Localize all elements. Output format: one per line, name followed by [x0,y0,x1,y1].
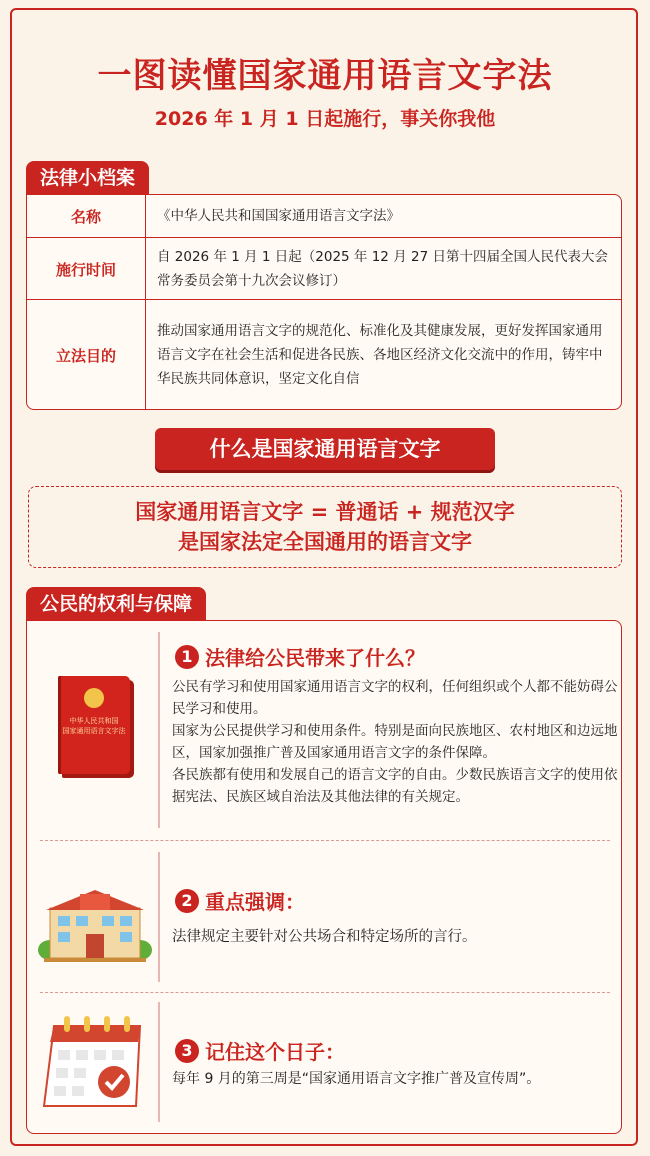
definition-statement: 是国家法定全国通用的语言文字 [178,530,472,554]
section-divider [40,992,610,993]
what-is-banner: 什么是国家通用语言文字 [155,428,495,470]
profile-key: 名称 [27,195,146,237]
item-number-badge: 1 [175,645,199,669]
item-heading [175,642,425,671]
item-number-badge: 3 [175,1039,199,1063]
item-heading [175,1036,345,1065]
page-subtitle: 2026 年 1 月 1 日起施行，事关你我他 [154,108,496,130]
profile-key: 立法目的 [27,300,146,410]
rights-section-label: 公民的权利与保障 [26,587,206,621]
item-heading-text: 重点强调： [205,890,305,914]
profile-row-purpose [27,299,621,410]
item-paragraph: 法律规定主要针对公共场合和特定场所的言行。 [172,929,477,945]
section-divider [40,840,610,841]
book-icon [58,676,130,774]
profile-key: 施行时间 [27,238,146,300]
item-separator-line [158,632,160,828]
item-body [172,676,620,808]
item-separator-line [158,1002,160,1122]
item-body [172,926,620,948]
item-paragraph: 国家为公民提供学习和使用条件。特别是面向民族地区、农村地区和边远地区，国家加强推广普及国家通用语言文字的条件保障。 [172,723,618,761]
page-title: 一图读懂国家通用语言文字法 [97,56,553,96]
national-emblem-icon [84,688,104,708]
item-number-badge: 2 [175,889,199,913]
item-paragraph: 每年 9 月的第三周是“国家通用语言文字推广普及宣传周”。 [172,1071,541,1087]
profile-value: 《中华人民共和国国家通用语言文字法》 [157,208,400,224]
item-separator-line [158,852,160,982]
profile-value: 推动国家通用语言文字的规范化、标准化及其健康发展，更好发挥国家通用语言文字在社会生活和促进各民族、各地区经济文化交流中的作用，铸牢中华民族共同体意识，坚定文化自信 [157,323,603,387]
profile-section-label: 法律小档案 [26,161,149,195]
calendar-icon [40,1012,152,1112]
item-paragraph: 各民族都有使用和发展自己的语言文字的自由。少数民族语言文字的使用依据宪法、民族区域自治法及其他法律的有关规定。 [172,767,618,805]
profile-row-name [27,195,621,237]
item-heading-text: 法律给公民带来了什么？ [205,646,425,670]
profile-table [26,194,622,410]
profile-row-effective-date [27,237,621,300]
profile-value: 自 2026 年 1 月 1 日起（2025 年 12 月 27 日第十四届全国人民代表大会常务委员会第十九次会议修订） [157,249,608,289]
building-icon [36,880,154,962]
item-heading [175,886,305,915]
item-body [172,1068,620,1090]
definition-formula: 国家通用语言文字 = 普通话 + 规范汉字 [135,500,515,524]
item-heading-text: 记住这个日子： [205,1040,345,1064]
item-paragraph: 公民有学习和使用国家通用语言文字的权利，任何组织或个人都不能妨碍公民学习和使用。 [172,679,618,717]
definition-box [28,486,622,568]
book-cover-title: 中华人民共和国 国家通用语言文字法 [62,717,126,735]
